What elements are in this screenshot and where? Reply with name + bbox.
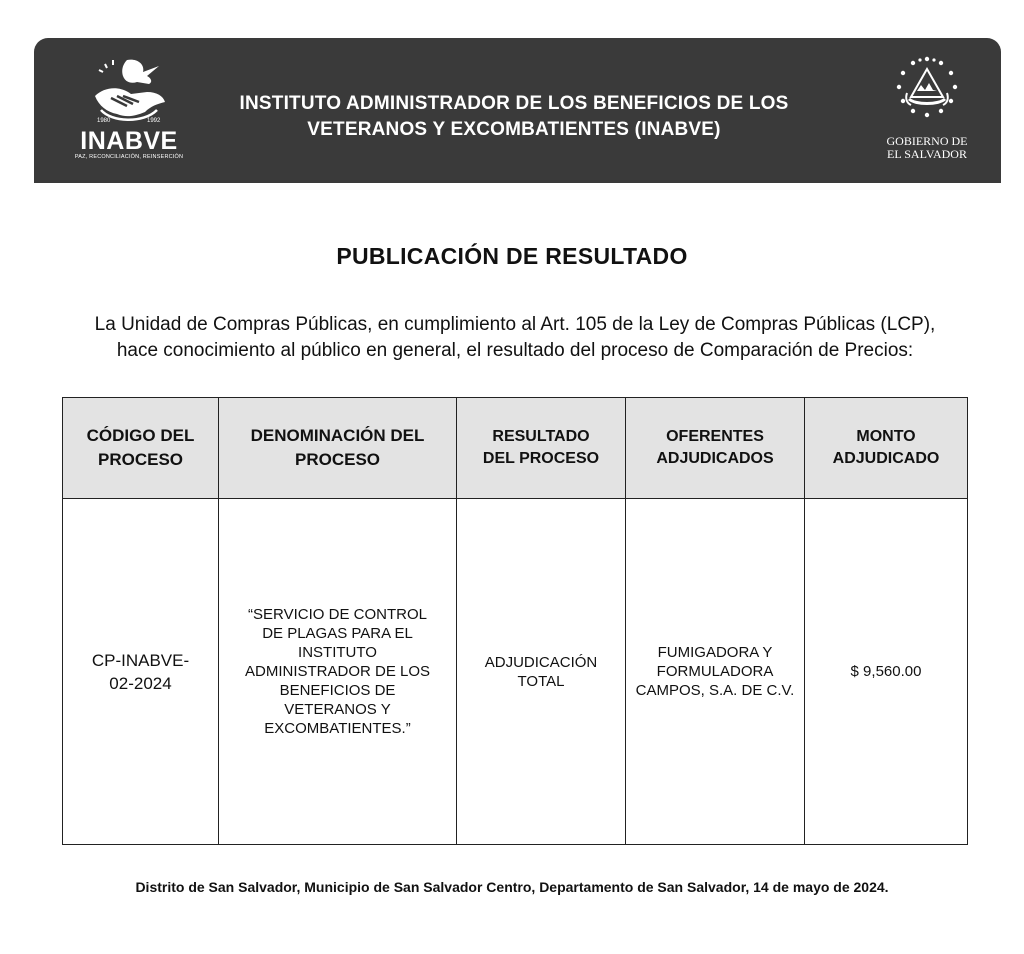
cell-oferentes (626, 499, 805, 845)
cell-codigo (63, 499, 219, 845)
cell-denominacion (219, 499, 457, 845)
cell-monto: $ 9,560.00 (805, 499, 968, 845)
cell-resultado (457, 499, 626, 845)
institution-title-line1: INSTITUTO ADMINISTRADOR DE LOS BENEFICIOS DE LOS (239, 93, 789, 114)
cell-denominacion-line7: EXCOMBATIENTES.” (264, 720, 411, 737)
header-oferentes (626, 398, 805, 499)
header-banner (34, 38, 1001, 183)
cell-resultado-line2: TOTAL (517, 672, 565, 690)
cell-oferentes-line3: CAMPOS, S.A. DE C.V. (635, 682, 795, 699)
header-oferentes-line1: OFERENTES (666, 428, 764, 445)
intro-paragraph (10, 312, 1020, 364)
header-resultado-line2: DEL PROCESO (482, 450, 600, 467)
gobierno-line1: GOBIERNO DE (886, 134, 968, 148)
cell-oferentes-line1: FUMIGADORA Y (657, 644, 773, 661)
cell-codigo-line2: 02-2024 (109, 673, 172, 693)
cell-denominacion-line6: VETERANOS Y (284, 701, 391, 718)
header-codigo (63, 398, 219, 499)
cell-denominacion-line4: ADMINISTRADOR DE LOS (244, 663, 431, 680)
header-denominacion (219, 398, 457, 499)
logo-tagline: PAZ, RECONCILIACIÓN, REINSERCIÓN (74, 154, 184, 160)
cell-denominacion-line5: BENEFICIOS DE (279, 682, 396, 699)
header-denominacion-line1: DENOMINACIÓN DEL (250, 426, 425, 445)
header-denominacion-line2: PROCESO (294, 450, 381, 469)
header-monto (805, 398, 968, 499)
coat-of-arms-icon (887, 53, 967, 131)
table-row (63, 499, 968, 845)
cell-denominacion-line3: INSTITUTO (298, 644, 377, 661)
header-monto-line2: ADJUDICADO (832, 450, 940, 467)
header-codigo-line1: CÓDIGO DEL (86, 426, 195, 445)
header-oferentes-line2: ADJUDICADOS (656, 450, 774, 467)
cell-oferentes-line2: FORMULADORA (656, 663, 774, 680)
cell-codigo-line1: CP-INABVE- (91, 650, 190, 670)
inabve-logo (74, 56, 184, 174)
cell-denominacion-line2: DE PLAGAS PARA EL (262, 625, 413, 642)
header-codigo-line2: PROCESO (97, 450, 184, 469)
header-monto-line1: MONTO (856, 428, 916, 445)
results-table (62, 397, 968, 845)
intro-line2: hace conocimiento al público en general, el resultado del proceso de Comparación de Precios: (116, 340, 914, 361)
intro-line1: La Unidad de Compras Públicas, en cumplimiento al Art. 105 de la Ley de Compras Públicas (LCP), (94, 314, 936, 335)
cell-resultado-line1: ADJUDICACIÓN (484, 653, 598, 671)
dove-handshake-icon (87, 56, 171, 126)
cell-denominacion-line1: “SERVICIO DE CONTROL (248, 606, 427, 623)
logo-brand: INABVE (80, 127, 178, 155)
header-resultado-line1: RESULTADO (492, 428, 590, 445)
header-resultado (457, 398, 626, 499)
institution-title-line2: VETERANOS Y EXCOMBATIENTES (INABVE) (307, 119, 721, 140)
document-title: PUBLICACIÓN DE RESULTADO (336, 243, 688, 269)
gobierno-logo (872, 53, 982, 173)
logo-year-left: 1980 (97, 118, 111, 124)
table-header-row (63, 398, 968, 499)
logo-year-right: 1992 (147, 118, 161, 124)
footer-location-date: Distrito de San Salvador, Municipio de San Salvador Centro, Departamento de San Salvador, 14 de mayo de 2024. (135, 879, 889, 895)
gobierno-line2: EL SALVADOR (887, 147, 967, 161)
institution-title (204, 91, 824, 143)
gobierno-text (872, 135, 982, 161)
